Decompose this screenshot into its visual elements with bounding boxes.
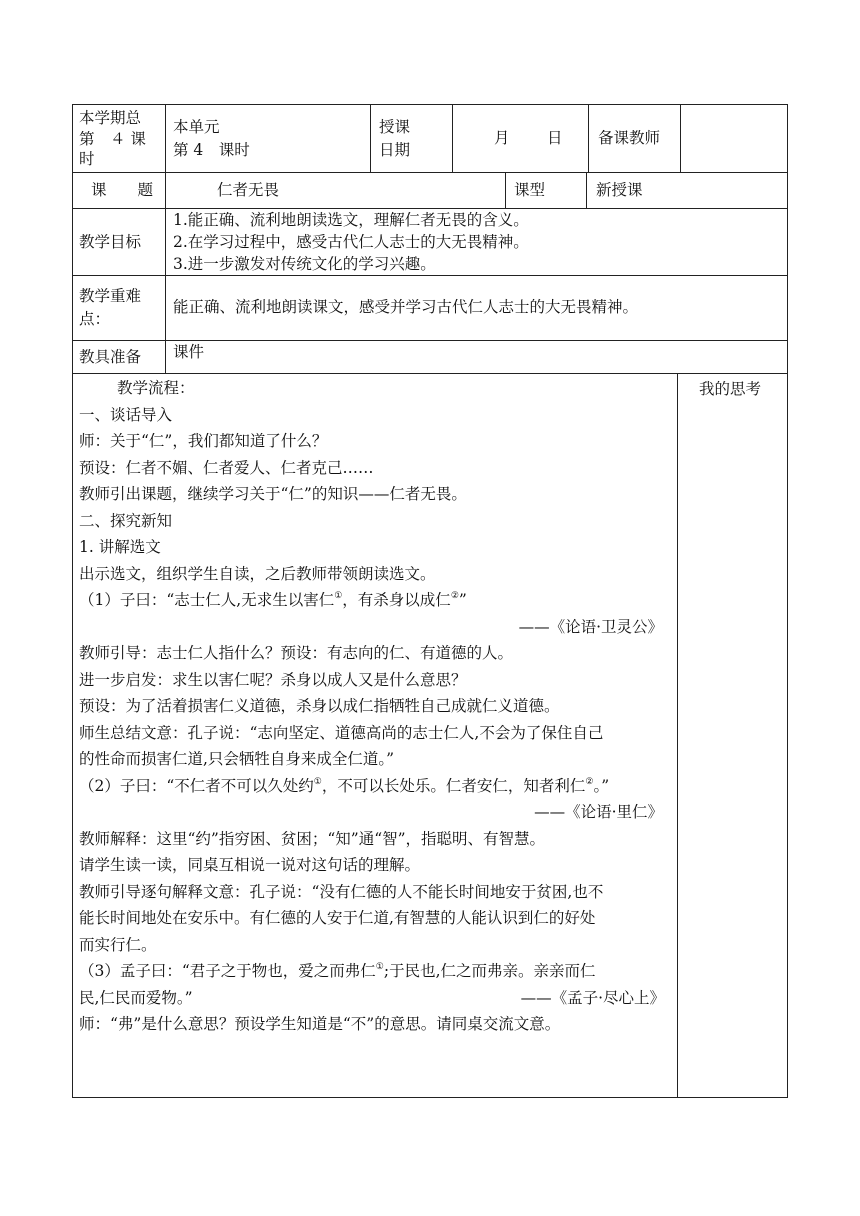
- footnote-marker: ①: [375, 962, 384, 972]
- reflection-label: 我的思考: [699, 380, 762, 398]
- flow-line: 请学生读一读，同桌互相说一说对这句话的理解。: [79, 856, 421, 874]
- footnote-marker: ②: [585, 776, 594, 787]
- key-points-value: 能正确、流利地朗读课文，感受并学习古代仁人志士的大无畏精神。: [173, 298, 639, 316]
- flow-line: 师生总结文意：孔子说：“志向坚定、道德高尚的志士仁人,不会为了保住自己: [79, 723, 604, 742]
- teacher-label: 备课教师: [598, 129, 661, 147]
- table-border-right: [787, 104, 788, 1098]
- table-line-h2: [72, 208, 788, 209]
- materials-label: 教具准备: [79, 348, 142, 366]
- flow-line: 而实行仁。: [79, 935, 157, 954]
- topic-label: 课 题: [91, 181, 154, 199]
- flow-title: 教学流程：: [117, 379, 195, 397]
- table-line-v-teacher-value: [680, 104, 681, 173]
- footnote-marker: ①: [334, 591, 343, 601]
- flow-line: 教师引导：志士仁人指什么？预设：有志向的仁、有道德的人。: [79, 644, 514, 662]
- flow-line: 出示选文，组织学生自读，之后教师带领朗读选文。: [79, 564, 436, 583]
- teaching-flow: [79, 375, 669, 1038]
- quote-3: （3）孟子曰：“君子之于物也，爱之而弗仁①;于民也,仁之而弗亲。亲亲而仁: [79, 962, 596, 980]
- footnote-marker: ①: [313, 776, 322, 787]
- table-line-v-type: [505, 172, 506, 209]
- table-border-bottom: [72, 1097, 788, 1098]
- day-label: 日: [547, 129, 563, 147]
- goal-item: 2.在学习过程中，感受古代仁人志士的大无畏精神。: [173, 233, 529, 251]
- table-border-left: [72, 104, 73, 1098]
- flow-line: 能长时间地处在安乐中。有仁德的人安于仁道,有智慧的人能认识到仁的好处: [79, 909, 596, 927]
- flow-line: 预设：仁者不媚、仁者爱人、仁者克己……: [79, 458, 374, 477]
- table-line-v-type-value: [586, 172, 587, 209]
- goal-item: 3.进一步激发对传统文化的学习兴趣。: [173, 255, 436, 273]
- table-line-h3: [72, 275, 788, 276]
- section-heading: 一、谈话导入: [79, 405, 173, 424]
- flow-line: 师：“弗”是什么意思？预设学生知道是“不”的意思。请同桌交流文意。: [79, 1015, 561, 1033]
- table-line-h5: [72, 373, 788, 374]
- quote-source: ——《论语·里仁》: [534, 803, 663, 821]
- quote-3-continued: 民,仁民而爱物。” ——《孟子·尽心上》: [79, 985, 669, 1012]
- quote-source: ——《孟子·尽心上》: [520, 988, 665, 1007]
- flow-line: 教师解释：这里“约”指穷困、贫困；“知”通“智”，指聪明、有智慧。: [79, 829, 546, 848]
- table-line-v-label: [165, 104, 166, 374]
- table-line-v-date: [452, 104, 453, 173]
- lesson-type-label: 课型: [514, 181, 546, 199]
- flow-line: 预设：为了活着损害仁义道德，杀身以成仁指牺牲自己成就仁义道德。: [79, 697, 560, 715]
- table-line-h4: [72, 340, 788, 341]
- goal-item: 1.能正确、流利地朗读选文，理解仁者无畏的含义。: [173, 211, 529, 229]
- goals-label: 教学目标: [79, 233, 142, 251]
- flow-line: 进一步启发：求生以害仁呢？杀身以成人又是什么意思？: [79, 670, 467, 689]
- materials-value: 课件: [173, 343, 205, 361]
- flow-line: 教师引导逐句解释文意：孔子说：“没有仁德的人不能长时间地安于贫困,也不: [79, 882, 604, 901]
- topic-value: 仁者无畏: [217, 181, 280, 199]
- table-line-v-teacher: [588, 104, 589, 173]
- table-line-v-unit: [370, 104, 371, 173]
- quote-2: （2）子曰：“不仁者不可以久处约①，不可以长处乐。仁者安仁，知者利仁②。”: [79, 776, 610, 795]
- flow-line: 的性命而损害仁道,只会牺牲自身来成全仁道。”: [79, 750, 395, 768]
- table-line-v-reflection: [677, 373, 678, 1098]
- footnote-marker: ②: [450, 591, 459, 601]
- sub-heading: 1. 讲解选文: [79, 538, 161, 556]
- section-heading: 二、探究新知: [79, 511, 173, 530]
- month-label: 月: [494, 129, 510, 147]
- quote-1: （1）子曰：“志士仁人,无求生以害仁①，有杀身以成仁②”: [79, 591, 467, 609]
- flow-line: 师：关于“仁”，我们都知道了什么？: [79, 432, 328, 450]
- flow-line: 教师引出课题，继续学习关于“仁”的知识——仁者无畏。: [79, 485, 467, 503]
- quote-source: ——《论语·卫灵公》: [518, 617, 663, 636]
- lesson-type-value: 新授课: [596, 181, 643, 199]
